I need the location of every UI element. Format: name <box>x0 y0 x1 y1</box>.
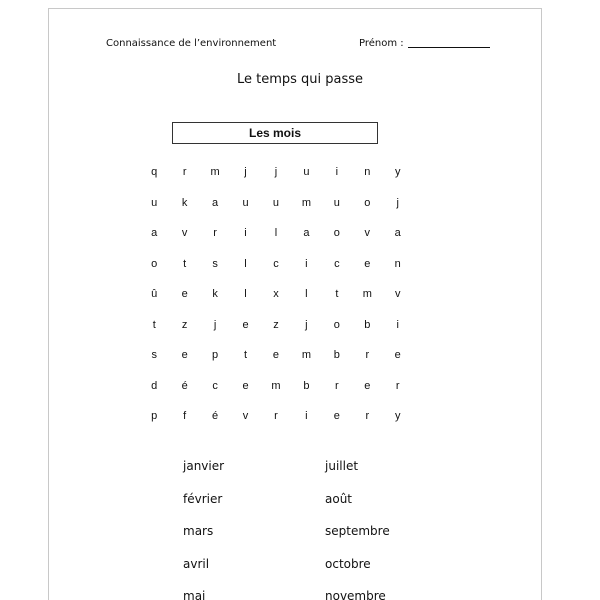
grid-letter: v <box>364 227 371 239</box>
grid-letter: e <box>181 288 188 300</box>
grid-letter: e <box>364 379 371 392</box>
grid-letter: e <box>272 349 280 361</box>
grid-letter: r <box>365 349 370 361</box>
grid-letter: b <box>333 349 340 361</box>
grid-letter: a <box>212 196 219 209</box>
grid-row <box>139 282 413 313</box>
month-word: octobre <box>325 556 371 571</box>
word-list-right-column <box>325 457 390 600</box>
grid-letter: i <box>396 318 399 331</box>
month-word: janvier <box>183 459 225 473</box>
subject-label: Connaissance de l’environnement <box>106 38 277 49</box>
month-word: mars <box>183 524 214 538</box>
grid-letter: d <box>151 379 158 392</box>
grid-letter: û <box>151 288 158 300</box>
grid-letter: u <box>151 196 158 209</box>
grid-letter: s <box>151 349 157 361</box>
grid-letter: r <box>274 410 278 422</box>
grid-row <box>139 221 413 252</box>
grid-row <box>139 191 413 222</box>
grid-letter: u <box>272 196 280 209</box>
grid-letter: k <box>181 196 188 209</box>
grid-letter: r <box>213 227 217 239</box>
grid-letter: i <box>305 410 308 422</box>
grid-letter: l <box>244 288 247 300</box>
grid-letter: z <box>273 318 279 331</box>
grid-letter: a <box>394 227 401 239</box>
grid-letter: e <box>394 349 401 361</box>
grid-letter: y <box>394 166 401 178</box>
grid-letter: o <box>333 227 340 239</box>
grid-letter: n <box>394 257 401 270</box>
grid-letter: e <box>242 379 249 392</box>
word-list-left-column <box>183 457 224 600</box>
grid-letter: j <box>396 196 399 209</box>
month-word: février <box>183 491 223 506</box>
month-word: mai <box>183 589 206 600</box>
grid-row <box>139 160 413 191</box>
grid-letter: e <box>181 349 188 361</box>
grid-letter: j <box>305 318 308 331</box>
month-word: septembre <box>325 524 390 538</box>
grid-letter: e <box>333 410 340 422</box>
grid-letter: é <box>212 410 219 422</box>
month-word: juillet <box>325 459 359 473</box>
grid-letter: é <box>181 379 188 392</box>
grid-letter: v <box>242 410 249 422</box>
word-search-grid <box>139 160 413 435</box>
grid-letter: a <box>303 227 310 239</box>
grid-row <box>139 252 413 283</box>
grid-letter: i <box>244 227 247 239</box>
grid-letter: u <box>333 196 340 209</box>
grid-letter: y <box>394 410 401 422</box>
grid-letter: z <box>181 318 188 331</box>
grid-letter: r <box>335 379 339 392</box>
grid-letter: c <box>273 257 279 270</box>
grid-letter: t <box>183 257 187 270</box>
prenom-blank-line <box>408 47 490 48</box>
grid-letter: t <box>335 288 339 300</box>
grid-letter: b <box>364 318 371 331</box>
grid-letter: t <box>244 349 248 361</box>
grid-letter: m <box>301 349 311 361</box>
grid-letter: m <box>271 379 281 392</box>
grid-letter: r <box>182 166 187 178</box>
grid-letter: r <box>395 379 400 392</box>
grid-letter: l <box>305 288 308 300</box>
grid-letter: l <box>244 257 247 270</box>
section-title-box: Les mois <box>172 122 378 144</box>
prenom-field <box>359 38 490 49</box>
grid-letter: t <box>152 318 156 331</box>
grid-letter: j <box>274 166 278 178</box>
grid-letter: f <box>183 410 187 422</box>
month-word: août <box>325 491 353 506</box>
grid-letter: q <box>151 166 158 178</box>
grid-letter: e <box>242 318 249 331</box>
grid-letter: x <box>273 288 279 300</box>
grid-letter: v <box>394 288 401 300</box>
grid-letter: o <box>333 318 340 331</box>
month-word: avril <box>183 556 210 571</box>
grid-letter: u <box>242 196 249 209</box>
grid-row <box>139 374 413 405</box>
month-word: novembre <box>325 589 386 600</box>
grid-letter: o <box>151 257 158 270</box>
grid-letter: m <box>301 196 311 209</box>
grid-letter: n <box>364 166 371 178</box>
grid-row <box>139 313 413 344</box>
grid-row <box>139 343 413 374</box>
grid-letter: a <box>151 227 158 239</box>
grid-letter: p <box>151 410 158 422</box>
grid-letter: j <box>244 166 247 178</box>
grid-row <box>139 404 413 435</box>
grid-letter: e <box>364 257 371 270</box>
grid-letter: m <box>210 166 220 178</box>
grid-letter: l <box>274 227 278 239</box>
grid-letter: m <box>362 288 372 300</box>
grid-letter: u <box>303 166 310 178</box>
prenom-label: Prénom : <box>359 38 404 49</box>
grid-letter: o <box>364 196 371 209</box>
grid-letter: b <box>303 379 310 392</box>
grid-letter: c <box>212 379 218 392</box>
grid-letter: p <box>212 349 219 361</box>
grid-letter: i <box>305 257 308 270</box>
page-title: Le temps qui passe <box>236 72 364 87</box>
grid-letter: c <box>334 257 340 270</box>
grid-letter: i <box>335 166 339 178</box>
grid-letter: s <box>212 257 218 270</box>
grid-letter: v <box>181 227 188 239</box>
word-list <box>0 457 600 600</box>
grid-letter: r <box>365 410 370 422</box>
grid-letter: k <box>212 288 218 300</box>
grid-letter: j <box>213 318 217 331</box>
